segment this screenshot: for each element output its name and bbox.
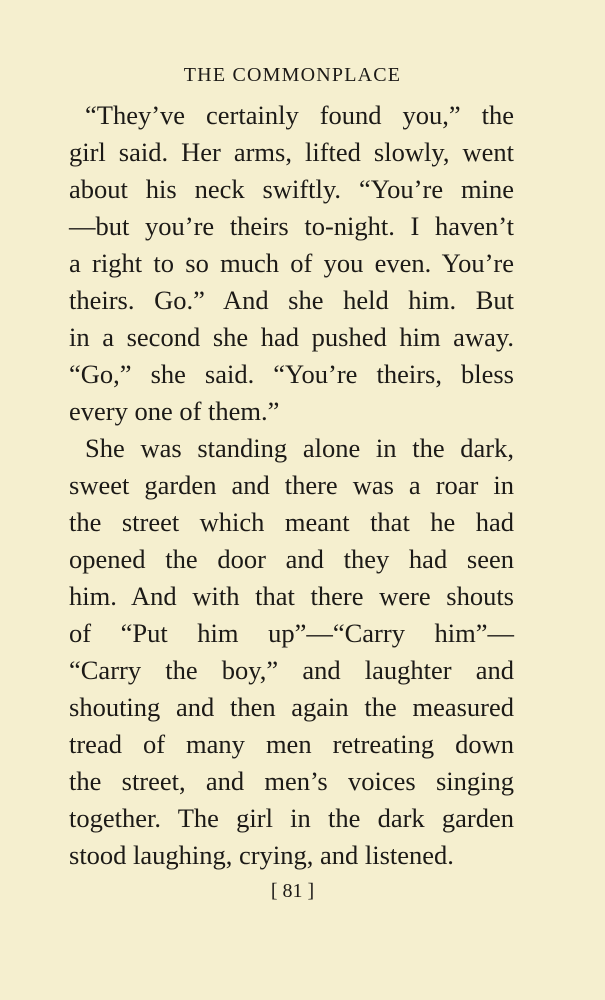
text-line: shouting and then again the measured	[69, 692, 514, 722]
text-line: She was standing alone in the dark,	[85, 433, 514, 463]
text-line: the street which meant that he had	[69, 507, 514, 537]
body-text	[69, 97, 514, 874]
paragraph-2	[69, 430, 514, 874]
text-line: stood laughing, crying, and listened.	[69, 840, 454, 870]
text-line: “They’ve certainly found you,” the	[85, 100, 514, 130]
text-line: of “Put him up”—“Carry him”—	[69, 618, 514, 648]
paragraph-1	[69, 97, 514, 430]
text-line: girl said. Her arms, lifted slowly, went	[69, 137, 514, 167]
page-number: [ 81 ]	[270, 880, 315, 902]
text-line: —but you’re theirs to-night. I haven’t	[69, 211, 514, 241]
text-line: theirs. Go.” And she held him. But	[69, 285, 514, 315]
text-line: a right to so much of you even. You’re	[69, 248, 514, 278]
text-line: sweet garden and there was a roar in	[69, 470, 514, 500]
text-line: tread of many men retreating down	[69, 729, 514, 759]
text-line: “Go,” she said. “You’re theirs, bless	[69, 359, 514, 389]
running-head: THE COMMONPLACE	[183, 64, 402, 86]
text-line: the street, and men’s voices singing	[69, 766, 514, 796]
text-line: in a second she had pushed him away.	[69, 322, 514, 352]
text-line: every one of them.”	[69, 396, 280, 426]
text-line: opened the door and they had seen	[69, 544, 514, 574]
text-line: together. The girl in the dark garden	[69, 803, 514, 833]
text-line: “Carry the boy,” and laughter and	[69, 655, 514, 685]
text-line: him. And with that there were shouts	[69, 581, 514, 611]
text-line: about his neck swiftly. “You’re mine	[69, 174, 514, 204]
